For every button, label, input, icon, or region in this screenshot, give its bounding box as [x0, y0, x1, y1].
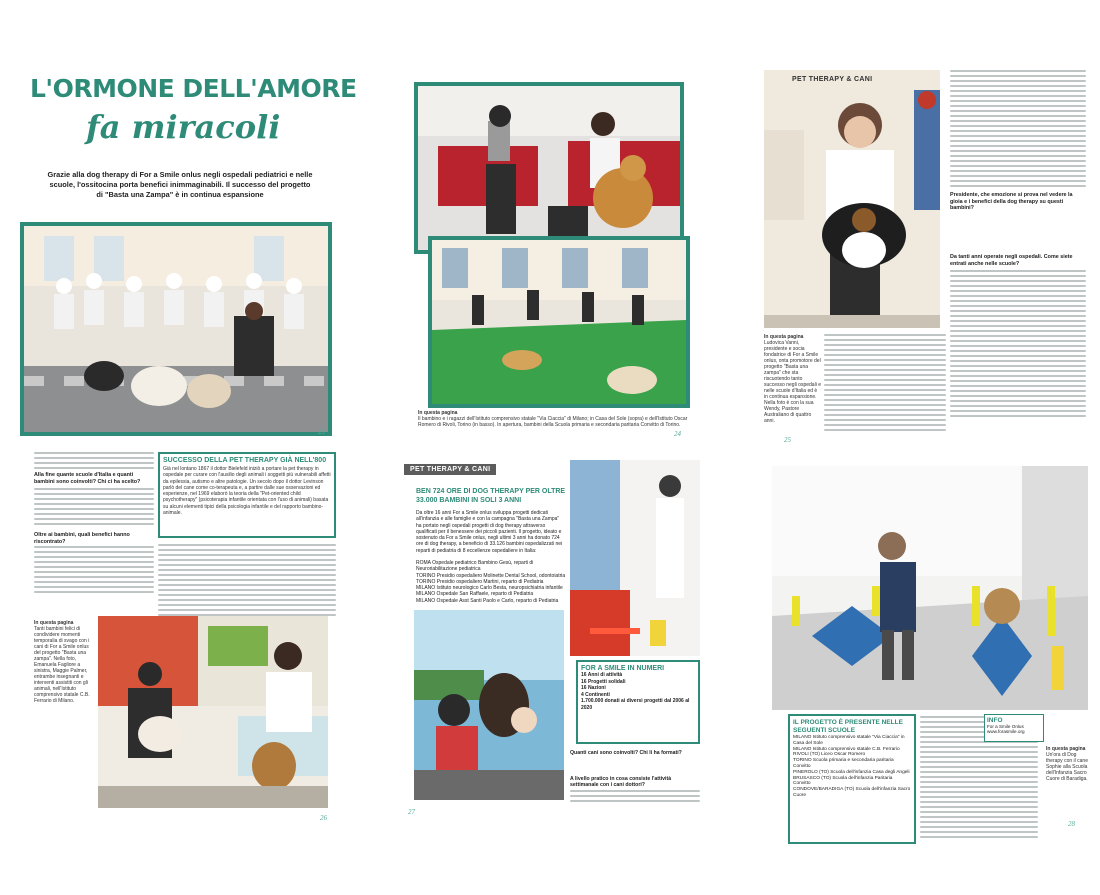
page3-caption: Ludovica Vanni, presidente e socia fondatrice di For a Smile onlus, onta promotore del progetto "Basta una zampa" che sta riscuotendo tanto successo negli ospedali e nelle scuole d'Italia ed è in continua espansione. Nella foto è con la sua Wendy, Pastore Australiano di quattro anni.	[764, 340, 821, 424]
page-number-28: 28	[1068, 820, 1075, 828]
page4-question-2: Oltre ai bambini, quali benefici hanno riscontrato?	[34, 532, 130, 545]
page4-caption-label: In questa pagina	[34, 620, 74, 626]
schools-box-title: IL PROGETTO È PRESENTE NELLE SEGUENTI SCUOLE	[793, 719, 903, 734]
numbers-heading: BEN 724 ORE DI DOG THERAPY PER OLTRE 33.000 BAMBINI IN SOLI 3 ANNI	[416, 488, 566, 504]
page4-body-col1b	[34, 488, 154, 528]
page3-question-1: Presidente, che emozione si prova nel vedere la gioia e i benefici della dog therapy su questi bambini?	[950, 192, 1073, 211]
page-3	[760, 68, 1090, 448]
article-intro: Grazie alla dog therapy di For a Smile onlus negli ospedali pediatrici e nelle scuole, l'ossitocina porta benefici inimmaginabili. Il successo del progetto di "Basta una Zampa" è in continua espansione	[47, 170, 313, 199]
page4-body-col1c	[34, 546, 154, 596]
page2-caption: Il bambino e i ragazzi dell'Istituto comprensivo statale "Via Ciaccia" di Milano; in Casa del Sole (sopra) e dell'Istituto Oscar Romero di Rivoli, Torino (in basso). In apertura, bambini della Scuola primaria e secondaria paritaria Convitto di Torino.	[418, 416, 688, 428]
page5-question-2: A livello pratico in cosa consiste l'attività settimanale con i cani dottori?	[570, 776, 672, 789]
photo-obstacle	[772, 466, 1088, 710]
page-6	[768, 464, 1092, 844]
article-title-line2: fa miracoli	[86, 108, 281, 146]
numbers-intro: Da oltre 16 anni For a Smile onlus sviluppa progetti dedicati all'infanzia e alle famiglie e con la campagna "Basta una Zampa" ha portato negli ospedali progetti di dog therapy attraverso qualificati per il benessere dei piccoli pazienti. Il progetto, ideato e sostenuto da For a Smile onlus, negli ultimi 3 anni ha donato 724 ore di dog therapy, a beneficio di 33.126 bambini ospedalizzati nei reparti di pediatria di 8 eccellenze ospedaliere in Italia:	[416, 510, 563, 554]
page-5	[404, 460, 704, 840]
page-number-26: 26	[320, 814, 327, 822]
numbers-item: 16 Nazioni	[581, 685, 606, 691]
page4-body-col1	[34, 452, 154, 472]
numbers-item: 16 Progetti solidali	[581, 678, 626, 685]
history-box-title: SUCCESSO DELLA PET THERAPY GIÀ NELL'800	[163, 457, 327, 464]
school-item: RIVOLI (TO) Liceo Oscar Romero	[793, 752, 866, 758]
photo-gym	[570, 460, 700, 656]
opening-photo	[20, 222, 332, 436]
info-title: INFO	[987, 717, 1003, 724]
info-text: For a Smile Onlus www.forasmile.org	[987, 724, 1025, 735]
history-box	[158, 452, 336, 538]
page-2	[404, 68, 704, 448]
list-item: TORINO Presidio ospedaliero Martini, reparto di Pediatria	[416, 578, 544, 585]
school-item: MILANO Istituto comprensivo statale "Via Ciaccia" in Casa del Sole	[793, 735, 905, 746]
page4-caption: Tanti bambini felici di condividere momenti temporalia di svago con i cani di For a Smile onlus del progetto "Basta una zampa". Nella foto, Emanuela Fagliore a sinistra, Maggie Palmer, entrambe insegnanti e interventi assistiti con gli animali, nell'Istituto comprensivo statale C.B. Ferrario di Milano.	[34, 626, 90, 704]
history-box-text: Già nel lontano 1867 il dottor Bielefeld iniziò a portare la pet therapy in ospedale per curare con l'ausilio degli animali i soggetti più vulnerabili affetti da epilessia, autismo e altre patologie. Un secolo dopo il dottor Levinson parlò del cane come co-terapeuta e, a partire dalle sue osservazioni ed esperienze, nel 1969 elaborò la teoria della "Pet-oriented child psychotherapy" (psicoterapia infantile orientata con l'uso di animali) basata su alcuni elementi tipici della psicologia infantile e del rapporto bambino-animale.	[163, 466, 331, 517]
badge-pet-therapy-1: PET THERAPY & CANI	[792, 76, 873, 83]
hospital-list	[416, 560, 566, 604]
photo-bottom	[428, 236, 690, 408]
list-item: MILANO Ospedale San Raffaele, reparto di Pediatria	[416, 591, 534, 598]
numbers-box	[576, 660, 700, 744]
page6-caption-label: In questa pagina	[1046, 746, 1086, 752]
page-number-24: 24	[674, 430, 681, 438]
badge-pet-therapy-2: PET THERAPY & CANI	[404, 464, 496, 475]
numbers-item: 4 Continenti	[581, 691, 610, 698]
list-item: ROMA Ospedale pediatrico Bambino Gesù, reparti di Neuroriabilitazione pediatrica	[416, 560, 534, 573]
school-item: BRUSASCO (TO) Scuola dell'infanzia Paritaria Convitto	[793, 775, 893, 787]
photo-pool	[414, 610, 564, 800]
page4-body-col2	[158, 544, 336, 619]
page-4	[8, 452, 338, 832]
page2-caption-label: In questa pagina	[418, 410, 458, 416]
school-item: MILANO Istituto comprensivo statale C.B. Ferrario	[793, 746, 900, 752]
list-item: MILANO Ospedale Asst Santi Paolo e Carlo, reparto di Pediatria	[416, 597, 559, 604]
photo-classroom	[98, 616, 328, 808]
school-item: PINEROLO (TO) Scuola dell'infanzia Casa degli Angeli	[793, 769, 910, 775]
page5-body	[570, 790, 700, 805]
photo-top	[414, 82, 684, 254]
page-number-25: 25	[784, 436, 791, 444]
page3-question-2: Da tanti anni operate negli ospedali. Come siete entrati anche nelle scuole?	[950, 254, 1073, 267]
school-item: TORINO Scuola primaria e secondaria paritaria Convitto	[793, 758, 894, 769]
list-item: TORINO Presidio ospedaliero Molinette Dental School, odontoiatria	[416, 572, 566, 579]
article-title-line1: L'ORMONE DELL'AMORE	[30, 74, 357, 103]
page4-question-1: Alla fine quante scuole d'Italia e quanti bambini sono coinvolti? Chi ci ha scelto?	[34, 472, 141, 485]
numbers-box-title: FOR A SMILE IN NUMERI	[581, 665, 665, 672]
page-number-23: 23	[318, 428, 325, 436]
numbers-item: 16 Anni di attività	[581, 672, 623, 678]
list-item: MILANO Istituto neurologico Carlo Besta, neuropsichiatria infantile	[416, 585, 563, 592]
page3-body-col2	[950, 70, 1086, 190]
info-box	[984, 714, 1044, 742]
page-1	[8, 62, 357, 442]
page3-body-col1	[824, 334, 946, 434]
school-item: CONDOVE/BARADIGA (TO) Scuola dell'infanzia Sacro Cuore	[793, 787, 911, 798]
page5-question-1: Quanti cani sono coinvolti? Chi li ha formati?	[570, 750, 682, 756]
schools-box	[788, 714, 916, 844]
page3-caption-label: In questa pagina	[764, 334, 804, 340]
photo-presidente	[764, 70, 940, 328]
page6-caption: Un'ora di Dog therapy con il cane Sophie alla Scuola dell'Infanzia Sacro Cuore di Baradiga.	[1046, 752, 1088, 782]
numbers-item: 1.700.000 donati ai diversi progetti dal 2006 al 2020	[581, 698, 690, 711]
page-number-27: 27	[408, 808, 415, 816]
page3-body-col2b	[950, 270, 1086, 420]
